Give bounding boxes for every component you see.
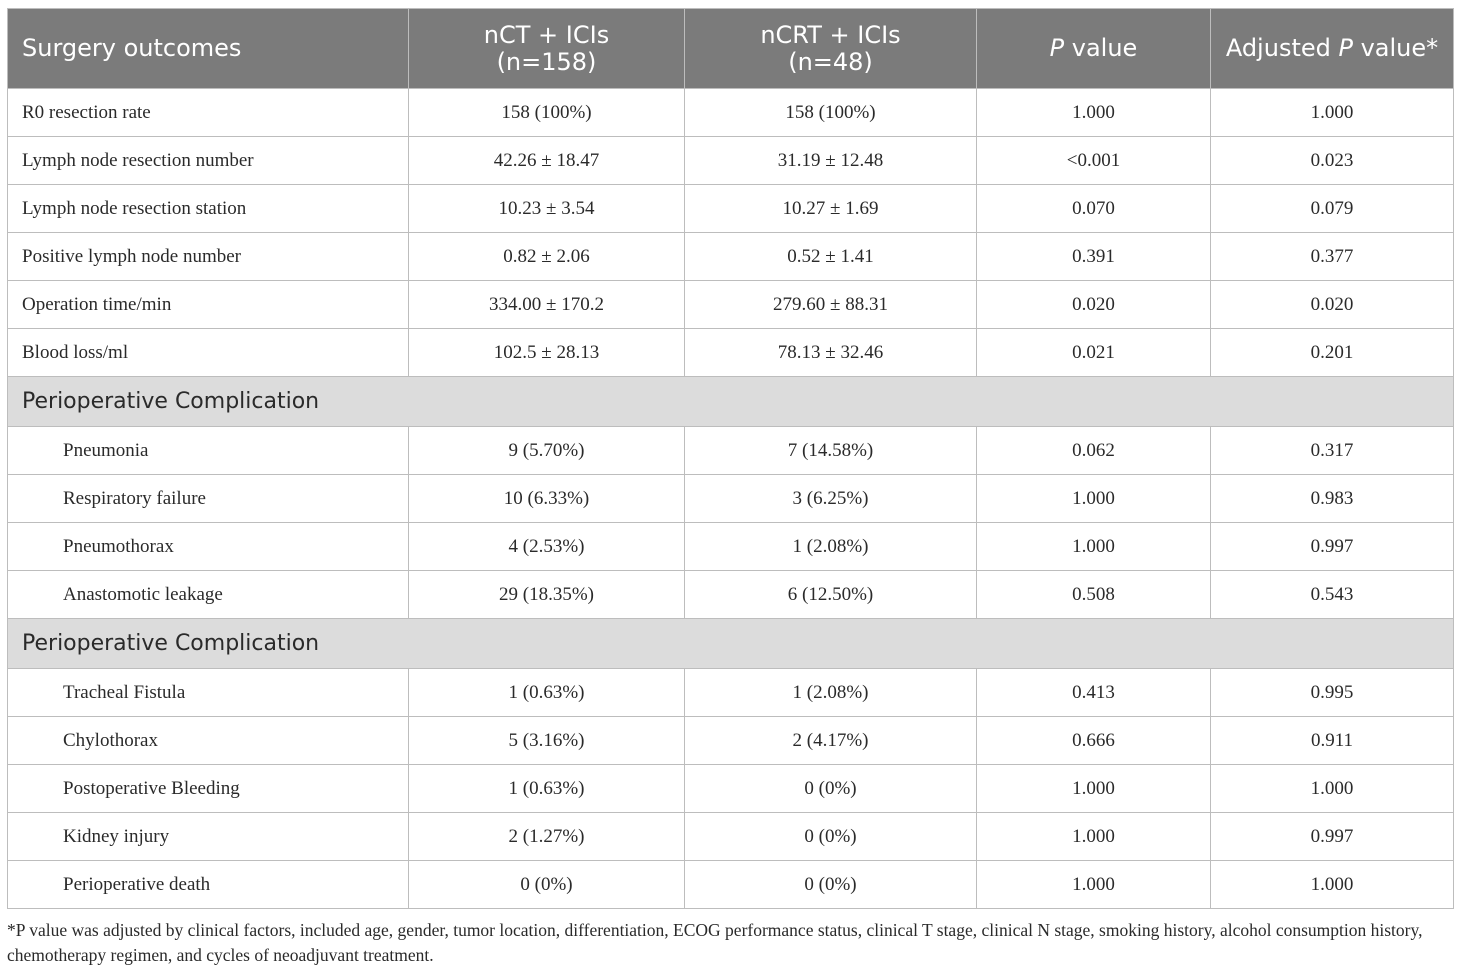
adjusted-p-value: 0.543 bbox=[1211, 571, 1454, 619]
table-body bbox=[8, 89, 1454, 909]
row-label: Positive lymph node number bbox=[8, 233, 409, 281]
p-value: 1.000 bbox=[977, 765, 1211, 813]
ncrt-value: 78.13 ± 32.46 bbox=[685, 329, 977, 377]
table-row bbox=[8, 89, 1454, 137]
header-ncrt-icis bbox=[685, 9, 977, 89]
ncrt-value: 0.52 ± 1.41 bbox=[685, 233, 977, 281]
header-row bbox=[8, 9, 1454, 89]
ncrt-value: 3 (6.25%) bbox=[685, 475, 977, 523]
table-row bbox=[8, 185, 1454, 233]
table-row bbox=[8, 717, 1454, 765]
nct-value: 10.23 ± 3.54 bbox=[409, 185, 685, 233]
table-header bbox=[8, 9, 1454, 89]
ncrt-value: 1 (2.08%) bbox=[685, 669, 977, 717]
ncrt-value: 279.60 ± 88.31 bbox=[685, 281, 977, 329]
table-row bbox=[8, 329, 1454, 377]
adjusted-p-value: 0.020 bbox=[1211, 281, 1454, 329]
header-p-rest: value bbox=[1064, 34, 1138, 63]
header-adj-rest: value* bbox=[1352, 34, 1439, 63]
row-label: Anastomotic leakage bbox=[8, 571, 409, 619]
adjusted-p-value: 0.023 bbox=[1211, 137, 1454, 185]
nct-value: 9 (5.70%) bbox=[409, 427, 685, 475]
p-value: 0.413 bbox=[977, 669, 1211, 717]
p-value: 1.000 bbox=[977, 89, 1211, 137]
row-label: Kidney injury bbox=[8, 813, 409, 861]
row-label: Pneumonia bbox=[8, 427, 409, 475]
adjusted-p-value: 0.997 bbox=[1211, 813, 1454, 861]
adjusted-p-value: 0.377 bbox=[1211, 233, 1454, 281]
p-value: 0.062 bbox=[977, 427, 1211, 475]
header-surgery-outcomes: Surgery outcomes bbox=[8, 9, 409, 89]
p-value: 1.000 bbox=[977, 861, 1211, 909]
header-ncrt-line2: (n=48) bbox=[788, 47, 873, 76]
table-row bbox=[8, 669, 1454, 717]
ncrt-value: 0 (0%) bbox=[685, 765, 977, 813]
nct-value: 102.5 ± 28.13 bbox=[409, 329, 685, 377]
p-value: <0.001 bbox=[977, 137, 1211, 185]
adjusted-p-value: 1.000 bbox=[1211, 861, 1454, 909]
p-value: 0.391 bbox=[977, 233, 1211, 281]
table-row bbox=[8, 861, 1454, 909]
nct-value: 158 (100%) bbox=[409, 89, 685, 137]
row-label: Respiratory failure bbox=[8, 475, 409, 523]
adjusted-p-value: 0.201 bbox=[1211, 329, 1454, 377]
row-label: Lymph node resection number bbox=[8, 137, 409, 185]
row-label: Blood loss/ml bbox=[8, 329, 409, 377]
table-row bbox=[8, 233, 1454, 281]
header-adjusted-p-value bbox=[1211, 9, 1454, 89]
table-row bbox=[8, 523, 1454, 571]
nct-value: 0 (0%) bbox=[409, 861, 685, 909]
nct-value: 1 (0.63%) bbox=[409, 765, 685, 813]
nct-value: 42.26 ± 18.47 bbox=[409, 137, 685, 185]
table-row bbox=[8, 137, 1454, 185]
table-row bbox=[8, 813, 1454, 861]
row-label: Chylothorax bbox=[8, 717, 409, 765]
nct-value: 29 (18.35%) bbox=[409, 571, 685, 619]
header-p-italic: P bbox=[1049, 34, 1065, 63]
header-adj-prefix: Adjusted bbox=[1225, 34, 1339, 63]
nct-value: 4 (2.53%) bbox=[409, 523, 685, 571]
header-p-value bbox=[977, 9, 1211, 89]
row-label: Perioperative death bbox=[8, 861, 409, 909]
header-nct-icis bbox=[409, 9, 685, 89]
ncrt-value: 1 (2.08%) bbox=[685, 523, 977, 571]
p-value: 1.000 bbox=[977, 475, 1211, 523]
row-label: Lymph node resection station bbox=[8, 185, 409, 233]
table-row bbox=[8, 571, 1454, 619]
p-value: 0.070 bbox=[977, 185, 1211, 233]
row-label: Operation time/min bbox=[8, 281, 409, 329]
ncrt-value: 0 (0%) bbox=[685, 861, 977, 909]
section-row bbox=[8, 377, 1454, 427]
p-value: 0.021 bbox=[977, 329, 1211, 377]
section-title: Perioperative Complication bbox=[8, 377, 1454, 427]
row-label: Tracheal Fistula bbox=[8, 669, 409, 717]
nct-value: 10 (6.33%) bbox=[409, 475, 685, 523]
header-nct-line2: (n=158) bbox=[496, 47, 597, 76]
row-label: Pneumothorax bbox=[8, 523, 409, 571]
adjusted-p-value: 0.911 bbox=[1211, 717, 1454, 765]
ncrt-value: 10.27 ± 1.69 bbox=[685, 185, 977, 233]
table-footnote: *P value was adjusted by clinical factors, included age, gender, tumor location, differentiation, ECOG performance status, clinical T stage, clinical N stage, smoking history, alcohol consumption history, chemotherapy regimen, and cycles of neoadjuvant treatment. bbox=[7, 920, 1423, 965]
header-nct-line1: nCT + ICIs bbox=[483, 21, 610, 50]
section-title: Perioperative Complication bbox=[8, 619, 1454, 669]
nct-value: 1 (0.63%) bbox=[409, 669, 685, 717]
table-row bbox=[8, 281, 1454, 329]
ncrt-value: 158 (100%) bbox=[685, 89, 977, 137]
header-adj-italic: P bbox=[1338, 34, 1353, 63]
table-row bbox=[8, 765, 1454, 813]
section-row bbox=[8, 619, 1454, 669]
adjusted-p-value: 1.000 bbox=[1211, 89, 1454, 137]
adjusted-p-value: 0.983 bbox=[1211, 475, 1454, 523]
adjusted-p-value: 1.000 bbox=[1211, 765, 1454, 813]
ncrt-value: 0 (0%) bbox=[685, 813, 977, 861]
p-value: 0.508 bbox=[977, 571, 1211, 619]
ncrt-value: 31.19 ± 12.48 bbox=[685, 137, 977, 185]
row-label: Postoperative Bleeding bbox=[8, 765, 409, 813]
nct-value: 334.00 ± 170.2 bbox=[409, 281, 685, 329]
ncrt-value: 7 (14.58%) bbox=[685, 427, 977, 475]
table-row bbox=[8, 475, 1454, 523]
p-value: 1.000 bbox=[977, 523, 1211, 571]
ncrt-value: 6 (12.50%) bbox=[685, 571, 977, 619]
header-ncrt-line1: nCRT + ICIs bbox=[760, 21, 901, 50]
nct-value: 2 (1.27%) bbox=[409, 813, 685, 861]
adjusted-p-value: 0.997 bbox=[1211, 523, 1454, 571]
surgery-outcomes-table bbox=[7, 8, 1454, 909]
p-value: 0.020 bbox=[977, 281, 1211, 329]
nct-value: 5 (3.16%) bbox=[409, 717, 685, 765]
p-value: 0.666 bbox=[977, 717, 1211, 765]
adjusted-p-value: 0.995 bbox=[1211, 669, 1454, 717]
row-label: R0 resection rate bbox=[8, 89, 409, 137]
table-row bbox=[8, 427, 1454, 475]
adjusted-p-value: 0.079 bbox=[1211, 185, 1454, 233]
p-value: 1.000 bbox=[977, 813, 1211, 861]
ncrt-value: 2 (4.17%) bbox=[685, 717, 977, 765]
adjusted-p-value: 0.317 bbox=[1211, 427, 1454, 475]
nct-value: 0.82 ± 2.06 bbox=[409, 233, 685, 281]
